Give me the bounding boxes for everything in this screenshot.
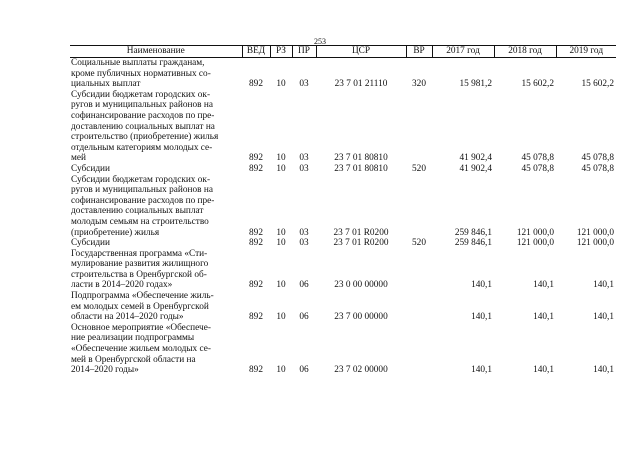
- row-2017: 140,1: [471, 280, 492, 291]
- row-ved: 892: [249, 238, 263, 249]
- row-2018: 45 078,8: [521, 163, 554, 174]
- row-2019: 45 078,8: [581, 153, 614, 164]
- header-2018: 2018 год: [494, 46, 556, 58]
- row-rz: 10: [276, 365, 286, 376]
- row-2019: 140,1: [593, 312, 614, 323]
- row-pr: 03: [299, 238, 309, 249]
- row-2017: 41 902,4: [459, 163, 492, 174]
- row-csr: 23 7 01 80810: [334, 153, 388, 164]
- page-number: 253: [314, 37, 326, 46]
- row-pr: 06: [299, 280, 309, 291]
- row-csr: 23 7 01 21110: [334, 79, 388, 90]
- header-name: Наименование: [70, 46, 242, 58]
- row-ved: 892: [249, 280, 263, 291]
- row-rz: 10: [276, 238, 286, 249]
- row-2019: 121 000,0: [576, 238, 614, 249]
- row-vr: 520: [412, 238, 426, 249]
- row-rz: 10: [276, 280, 286, 291]
- row-2019: 140,1: [593, 280, 614, 291]
- row-2019: 121 000,0: [576, 227, 614, 238]
- row-2018: 121 000,0: [516, 238, 554, 249]
- row-2017: 41 902,4: [459, 153, 492, 164]
- header-csr: ЦСР: [316, 46, 406, 58]
- header-2017: 2017 год: [432, 46, 494, 58]
- row-ved: 892: [249, 365, 263, 376]
- row-name: Субсидии: [71, 163, 111, 174]
- row-name: Субсидии бюджетам городских ок- ругов и муниципальных районов на софинансирование расходов по пре- доставлению социальных выплат молодым семьям на строительство (приобретение) жилья: [71, 174, 215, 238]
- row-pr: 06: [299, 365, 309, 376]
- row-name: Субсидии бюджетам городских ок- ругов и муниципальных районов на софинансирование расходов по пре- доставлению социальных выплат на строительство (приобретение) жилья отдельным категориям молодых се- мей: [71, 89, 219, 164]
- row-name: Субсидии: [71, 238, 111, 249]
- row-2018: 15 602,2: [521, 79, 554, 90]
- table-row: [70, 175, 616, 239]
- row-ved: 892: [249, 312, 263, 323]
- row-csr: 23 7 01 80810: [334, 163, 388, 174]
- row-2017: 259 846,1: [454, 238, 492, 249]
- row-name: Подпрограмма «Обеспечение жиль- ем молодых семей в Оренбургской области на 2014–2020 годы»: [71, 291, 214, 323]
- row-vr: [406, 175, 432, 239]
- row-pr: 03: [299, 227, 309, 238]
- row-pr: 03: [299, 163, 309, 174]
- row-2019: 140,1: [593, 365, 614, 376]
- row-csr: 23 7 01 R0200: [333, 238, 389, 249]
- row-ved: 892: [249, 163, 263, 174]
- row-pr: 06: [299, 312, 309, 323]
- row-2019: 45 078,8: [581, 163, 614, 174]
- row-2017: 259 846,1: [454, 227, 492, 238]
- row-csr: 23 7 02 00000: [334, 365, 388, 376]
- row-2018: 140,1: [533, 312, 554, 323]
- row-rz: 10: [276, 163, 286, 174]
- row-vr: [406, 323, 432, 376]
- row-csr: 23 7 01 R0200: [333, 227, 389, 238]
- table-row: [70, 164, 616, 175]
- row-name: Государственная программа «Сти- мулирование развития жилищного строительства в Оренбургской об- ласти в 2014–2020 годах»: [71, 248, 209, 291]
- row-2018: 45 078,8: [521, 153, 554, 164]
- table-header-row: [70, 46, 616, 58]
- row-rz: 10: [276, 153, 286, 164]
- header-vr: ВР: [406, 46, 432, 58]
- row-vr: [406, 249, 432, 291]
- row-vr: 520: [412, 163, 426, 174]
- header-2019: 2019 год: [556, 46, 616, 58]
- row-vr: [406, 90, 432, 164]
- row-rz: 10: [276, 79, 286, 90]
- row-name: Социальные выплаты гражданам, кроме публичных нормативных со- циальных выплат: [71, 58, 211, 90]
- header-rz: РЗ: [270, 46, 292, 58]
- row-2019: 15 602,2: [581, 79, 614, 90]
- budget-table: [70, 45, 616, 376]
- row-rz: 10: [276, 227, 286, 238]
- table-row: [70, 238, 616, 249]
- table-row: [70, 291, 616, 323]
- row-vr: 320: [412, 79, 426, 90]
- row-2018: 121 000,0: [516, 227, 554, 238]
- row-rz: 10: [276, 312, 286, 323]
- table-row: [70, 249, 616, 291]
- row-csr: 23 0 00 00000: [334, 280, 388, 291]
- table-row: [70, 323, 616, 376]
- table-row: [70, 58, 616, 90]
- row-pr: 03: [299, 79, 309, 90]
- row-2018: 140,1: [533, 280, 554, 291]
- row-name: Основное мероприятие «Обеспече- ние реализации подпрограммы «Обеспечение жильем молодых се- мей в Оренбургской области на 2014–2020 годы»: [71, 322, 211, 376]
- row-ved: 892: [249, 79, 263, 90]
- header-ved: ВЕД: [242, 46, 270, 58]
- row-ved: 892: [249, 153, 263, 164]
- row-2017: 140,1: [471, 365, 492, 376]
- row-2018: 140,1: [533, 365, 554, 376]
- header-pr: ПР: [292, 46, 316, 58]
- table-row: [70, 90, 616, 164]
- row-vr: [406, 291, 432, 323]
- row-csr: 23 7 00 00000: [334, 312, 388, 323]
- row-2017: 140,1: [471, 312, 492, 323]
- row-2017: 15 981,2: [459, 79, 492, 90]
- row-ved: 892: [249, 227, 263, 238]
- row-pr: 03: [299, 153, 309, 164]
